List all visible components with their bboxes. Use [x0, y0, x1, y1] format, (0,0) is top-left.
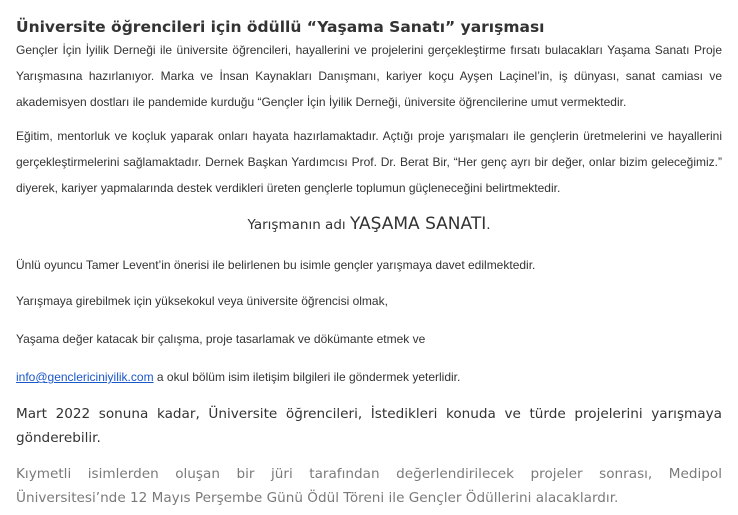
deadline-paragraph: Mart 2022 sonuna kadar, Üniversite öğrencileri, İstedikleri konuda ve türde projelerini yarışmaya gönderebilir. [16, 406, 722, 446]
competition-name-prefix: Yarışmanın adı [247, 217, 350, 233]
article-title: Üniversite öğrencileri için ödüllü “Yaşama Sanatı” yarışması [16, 18, 545, 36]
competition-name-suffix: . [486, 217, 491, 233]
email-link[interactable]: info@genclericiniyilik.com [16, 370, 154, 384]
invitation-line: Ünlü oyuncu Tamer Levent’in önerisi ile belirlenen bu isimle gençler yarışmaya davet edilmektedir. [16, 258, 536, 272]
award-ceremony-paragraph: Kıymetli isimlerden oluşan bir jüri tarafından değerlendirilecek projeler sonrası, Medipol Üniversitesi’nde 12 Mayıs Perşembe Günü Ödül Töreni ile Gençler Ödüllerini alacaklardır. [16, 466, 722, 506]
mentorship-paragraph: Eğitim, mentorluk ve koçluk yaparak onları hayata hazırlamaktadır. Açtığı proje yarışmaları ile gençlerin üretmelerini ve hayallerini gerçekleştirmelerini sağlamaktadır. Dernek Başkan Yardımcısı Prof. Dr. Berat Bir, “Her genç ayrı bir değer, onlar bizim geleceğimiz.” diyerek, kariyer yapmalarında destek verdikleri üreten gençlerle toplumun güçleneceğini belirtmektedir. [16, 129, 722, 195]
competition-name: YAŞAMA SANATI [349, 214, 487, 234]
submission-line-text: a okul bölüm isim iletişim bilgileri ile göndermek yeterlidir. [153, 370, 461, 384]
competition-name-heading [16, 212, 722, 237]
intro-paragraph: Gençler İçin İyilik Derneği ile üniversite öğrencileri, hayallerini ve projelerini gerçekleştirme fırsatı bulacakları Yaşama Sanatı Proje Yarışmasına hazırlanıyor. Marka ve İnsan Kaynakları Danışmanı, kariyer koçu Ayşen Laçinel’in, iş dünyası, sanat camiası ve akademisyen dostları ile pandemide kurduğu “Gençler İçin İyilik Derneği, üniversite öğrencilerine umut vermektedir. [16, 43, 722, 109]
submission-line [16, 368, 460, 386]
eligibility-line: Yarışmaya girebilmek için yüksekokul veya üniversite öğrencisi olmak, [16, 294, 388, 308]
project-requirement-line: Yaşama değer katacak bir çalışma, proje tasarlamak ve dökümante etmek ve [16, 332, 426, 346]
